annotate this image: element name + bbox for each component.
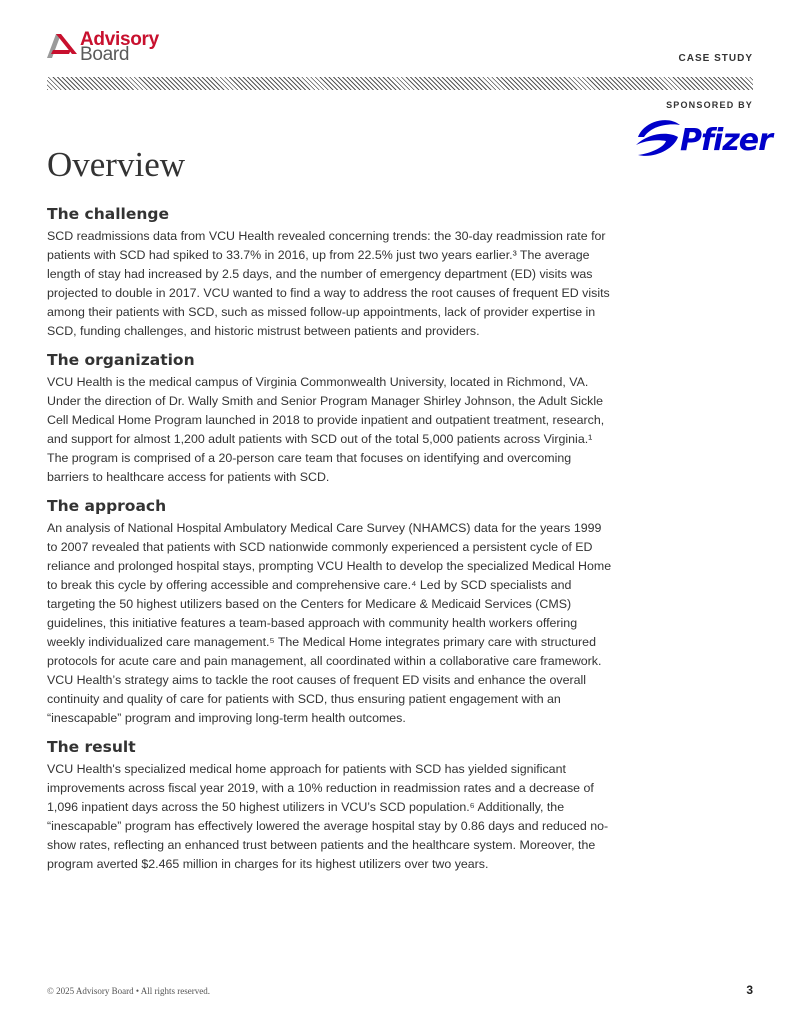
section-heading: The result	[47, 738, 136, 756]
section-organization	[47, 351, 612, 487]
pfizer-wordmark: Pfizer	[680, 123, 772, 158]
copyright-notice: © 2025 Advisory Board • All rights reserved.	[47, 986, 210, 996]
section-approach	[47, 497, 612, 728]
section-body: VCU Health's specialized medical home approach for patients with SCD has yielded significant improvements across fiscal year 2019, with a 10% reduction in readmission rates and a decrease of 1,096 inpatient days across the 50 highest utilizers in VCU’s SCD population.⁶ Additionally, the “inescapable” program has effectively lowered the average hospital stay by 0.86 days and reduced no-show rates, reflecting an enhanced trust between patients and the healthcare system. Moreover, the program averted $2.465 million in charges for its highest utilizers over two years.	[47, 762, 609, 871]
advisory-board-logo	[47, 30, 167, 66]
logo-word-advisory: Advisory	[80, 29, 159, 50]
hatched-divider	[47, 77, 753, 90]
main-content	[47, 205, 612, 884]
advisory-board-mark-icon	[47, 32, 77, 58]
section-heading: The challenge	[47, 205, 169, 223]
section-heading: The approach	[47, 497, 167, 515]
section-body: VCU Health is the medical campus of Virginia Commonwealth University, located in Richmond, VA. Under the direction of Dr. Wally Smith and Senior Program Manager Shirley Johnson, the Adult Sickle Cell Medical Home Program launched in 2018 to provide inpatient and outpatient treatment, research, and support for almost 1,200 adult patients with SCD out of the total 5,000 patients across Virginia.¹ The program is comprised of a 20-person care team that focuses on identifying and overcoming barriers to healthcare access for patients with SCD.	[47, 375, 605, 484]
pfizer-swirl-icon	[634, 115, 684, 165]
section-result	[47, 738, 612, 874]
pfizer-logo	[634, 115, 772, 167]
case-study-label: CASE STUDY	[678, 53, 753, 64]
page-title: Overview	[47, 145, 186, 184]
section-heading: The organization	[47, 351, 195, 369]
section-challenge	[47, 205, 612, 341]
section-body: SCD readmissions data from VCU Health revealed concerning trends: the 30-day readmission rate for patients with SCD had spiked to 33.7% in 2016, up from 22.5% just two years earlier.³ The average length of stay had increased by 2.5 days, and the number of emergency department (ED) visits was projected to double in 2017. VCU wanted to find a way to address the root causes of frequent ED visits among their patients with SCD, such as missed follow-up appointments, lack of provider expertise in SCD, funding challenges, and historic mistrust between patients and providers.	[47, 229, 610, 338]
sponsored-by-label: SPONSORED BY	[666, 100, 753, 110]
section-body: An analysis of National Hospital Ambulatory Medical Care Survey (NHAMCS) data for the years 1999 to 2007 revealed that patients with SCD nationwide commonly experienced a persistent cycle of ED reliance and prolonged hospital stays, prompting VCU Health to develop the specialized Medical Home to break this cycle by offering accessible and comprehensive care.⁴ Led by SCD specialists and targeting the 50 highest utilizers based on the Centers for Medicare & Medicaid Services (CMS) guidelines, this initiative features a team-based approach with community health workers offering weekly individualized care management.⁵ The Medical Home integrates primary care with structured protocols for acute care and pain management, all coordinated within a collaborative care framework. VCU Health’s strategy aims to tackle the root causes of frequent ED visits and enhance the overall continuity and quality of care for patients with SCD, thus ensuring patient engagement with an “inescapable” program and improving long-term health outcomes.	[47, 521, 612, 725]
page-number: 3	[746, 983, 753, 997]
logo-word-board: Board	[80, 44, 130, 65]
